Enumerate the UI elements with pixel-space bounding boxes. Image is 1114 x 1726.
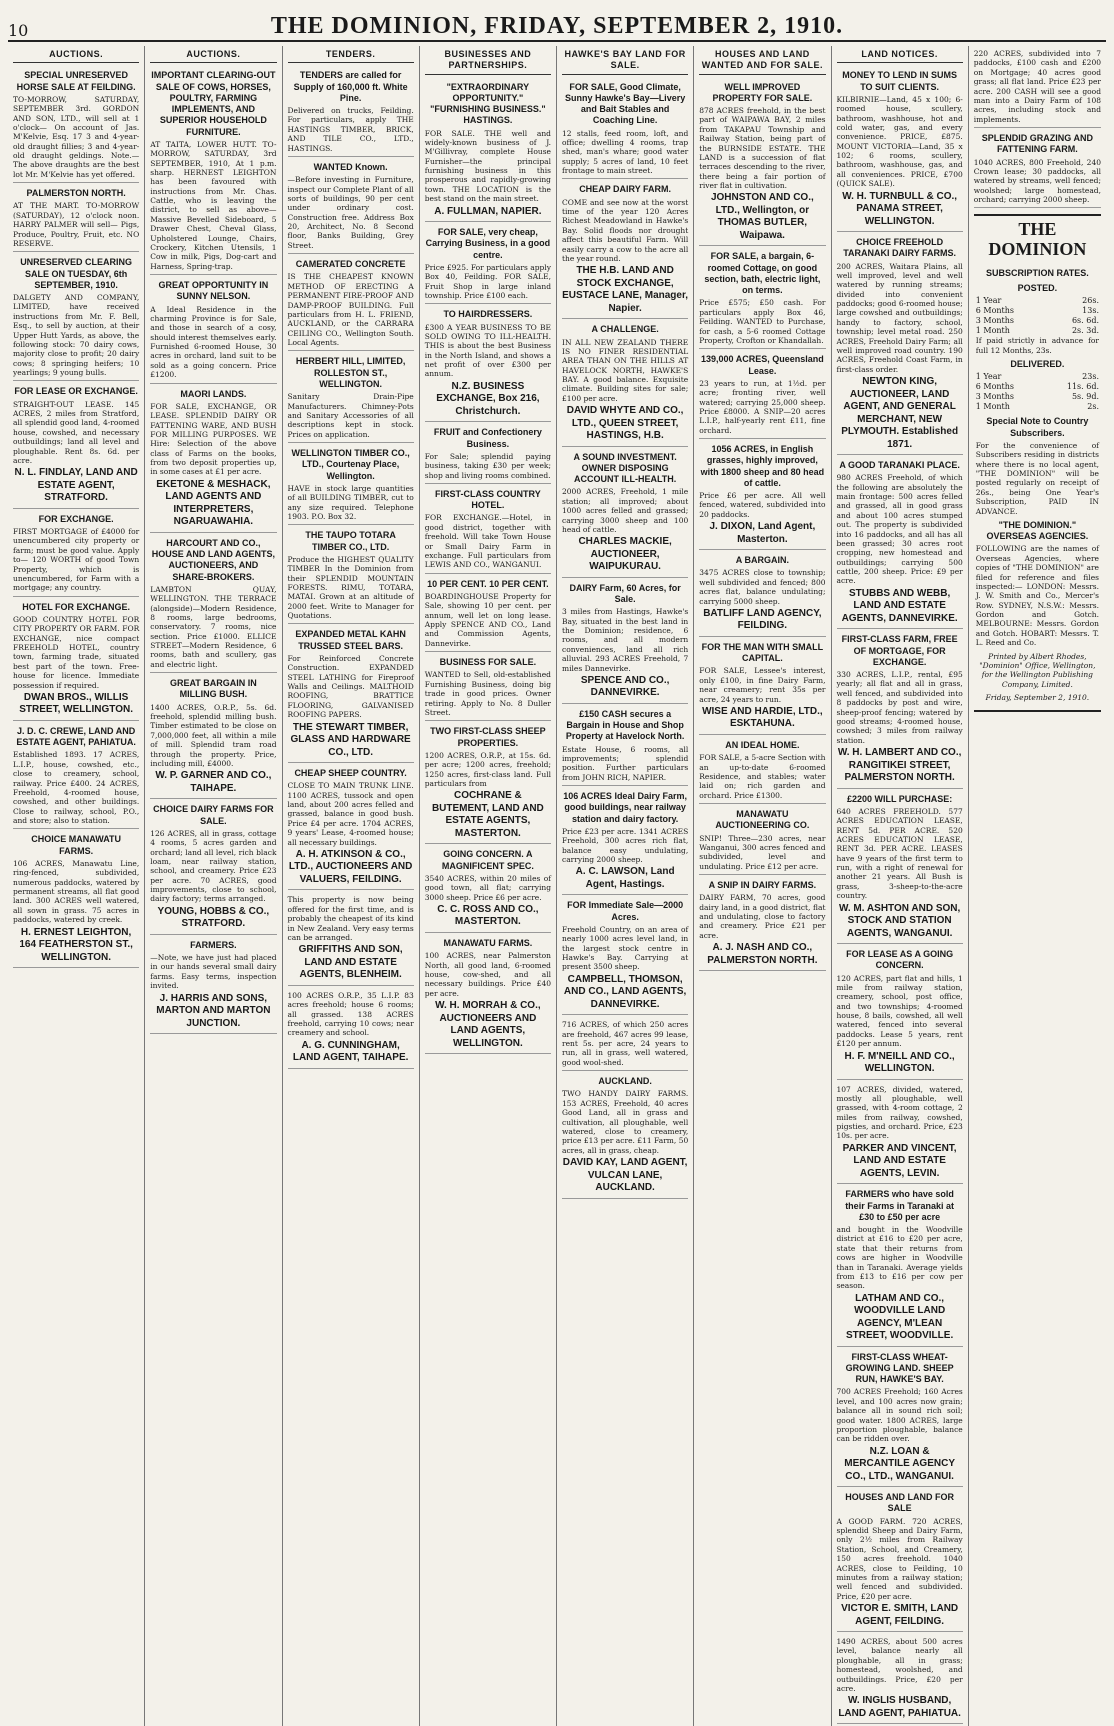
ad-advertiser: CHARLES MACKIE, AUCTIONEER, WAIPUKURAU. (578, 536, 672, 573)
ad-advertiser: W. INGLIS HUSBAND, LAND AGENT, PAHIATUA. (838, 1695, 961, 1719)
rate-period: 1 Year (975, 372, 1002, 382)
ad-advertiser: N.Z. BUSINESS EXCHANGE, Box 216, Christchurch. (436, 380, 540, 417)
ad-body: £300 A YEAR BUSINESS TO BE SOLD OWING TO ILL-HEALTH. THIS is about the best Business in the North Island, and shows a net profit of over £300 per annum. (424, 322, 551, 379)
ad-body: Price £575; £50 cash. For particulars apply Box 46, Feilding. WANTED to Purchase, for cash, a 5-6 roomed Cottage Property, Crofton or Khandallah. (699, 298, 826, 345)
advertisement (13, 254, 139, 381)
ad-advertiser: THE H.B. LAND AND STOCK EXCHANGE, EUSTACE LANE, Manager, Napier. (562, 265, 689, 314)
special-note: Special Note to Country Subscribers. (986, 416, 1089, 438)
advertisement (837, 1634, 963, 1724)
rate-row (976, 402, 1099, 412)
ad-title: SPLENDID GRAZING AND FATTENING FARM. (981, 133, 1093, 155)
ad-advertiser: LATHAM AND CO., WOODVILLE LAND AGENCY, M'LEAN STREET, WOODVILLE. (846, 1292, 954, 1342)
ad-body: A Ideal Residence in the charming Province is for Sale, and those in search of a cosy, should interest themselves early. Furnished 6-roomed House, 30 acres in orchard, land suit to be sold as a going concern. Price £1200. (150, 304, 277, 380)
rate-price: 2s. (1087, 402, 1099, 412)
advertisement (150, 386, 276, 533)
posted-note: If paid strictly in advance for full 12 Months, 23s. (975, 336, 1099, 355)
ad-body: FOR SALE. THE well and widely-known business of J. M'Gillivray, complete House Furnisher—the principal furnishing business in this prosperous and rapidly-growing town. THE LOCATION is the best stand on the main street. (424, 128, 551, 204)
ad-title: MAORI LANDS. (180, 388, 247, 399)
ad-body: 3 miles from Hastings, Hawke's Bay, situated in the best land in the Dominion; residence, 6 rooms, and all modern conveniences, land all rich alluvial. 293 ACRES Freehold, 7 miles Dannevirke. (562, 607, 689, 673)
ad-body: 106 ACRES, Manawatu Line, ring-fenced, subdivided, numerous paddocks, watered by permanent streams, all flat good land. 300 ACRES well watered, all sown in grass. 75 acres in paddocks, watered by creek. (13, 858, 140, 925)
ad-advertiser: H. ERNEST LEIGHTON, 164 FEATHERSTON ST., WELLINGTON. (19, 926, 133, 963)
ad-title: A SNIP IN DAIRY FARMS. (708, 880, 817, 890)
ad-title: FRUIT and Confectionery Business. (433, 427, 542, 449)
ad-body: 2000 ACRES, Freehold, 1 mile station; all improved; about 1000 acres felled and grassed; carrying 3000 sheep and 100 head of cattle. (562, 487, 689, 534)
ad-title: BUSINESS FOR SALE. (439, 657, 537, 668)
posted-heading: POSTED. (1017, 283, 1058, 294)
ad-title: SPECIAL UNRESERVED HORSE SALE AT FEILDING. (16, 70, 136, 92)
ad-body: IS THE CHEAPEST KNOWN METHOD OF ERECTING A PERMANENT FIRE-PROOF AND DAMP-PROOF BUILDING. Full particulars from H. L. FRIEND, AUCKLAND, or the CARRARA CEILING CO., Wellington South. Local Agents. (287, 272, 414, 347)
advertisement (699, 441, 825, 550)
ad-advertiser: JOHNSTON AND CO., LTD., Wellington, or THOMAS BUTLER, Waipawa. (710, 192, 814, 241)
ad-title: £150 CASH secures a Bargain in House and Shop Property at Havelock North. (565, 708, 685, 742)
advertisement (562, 1017, 688, 1071)
ad-title: AN IDEAL HOME. (725, 739, 800, 750)
column-heading: LAND NOTICES. (837, 49, 963, 63)
ad-title: CHOICE FREEHOLD TARANAKI DAIRY FARMS. (843, 237, 957, 259)
rate-price: 2s. 3d. (1071, 326, 1099, 336)
advertisement (699, 552, 825, 637)
ad-advertiser: STUBBS AND WEBB, LAND AND ESTATE AGENTS, DANNEVIRKE. (841, 587, 958, 624)
ad-title: WELLINGTON TIMBER CO., LTD., Courtenay Place, Wellington. (291, 448, 410, 481)
advertisement (837, 1082, 963, 1185)
ad-advertiser: GRIFFITHS AND SON, LAND AND ESTATE AGENTS, BLENHEIM. (298, 944, 403, 981)
rate-period: 6 Months (975, 382, 1015, 392)
ad-body: For Sale; splendid paying business, taking £30 per week; shop and living rooms combined. (424, 451, 551, 480)
column-1 (8, 46, 145, 1726)
column-3 (283, 46, 420, 1726)
ad-advertiser: SPENCE AND CO., DANNEVIRKE. (580, 674, 670, 699)
ad-advertiser: A. FULLMAN, NAPIER. (434, 205, 542, 217)
ad-title: FOR SALE, a bargain, 6-roomed Cottage, on good section, bath, electric light, on terms. (704, 251, 821, 296)
ad-advertiser: CAMPBELL, THOMSON, AND CO., LAND AGENTS, DANNEVIRKE. (563, 973, 687, 1010)
rate-price: 13s. (1082, 306, 1099, 316)
ad-body: CLOSE TO MAIN TRUNK LINE. 1100 ACRES, tussock and open land, about 200 acres felled and grassed, balance in good bush. Price £4 per acre. 1704 ACRES, 9 years' Lease, 4-roomed house; all necessary buildings. (287, 781, 414, 847)
ad-advertiser: N. L. FINDLAY, LAND AND ESTATE AGENT, STRATFORD. (14, 467, 138, 504)
page-number: 10 (8, 21, 29, 40)
ad-body: DAIRY FARM, 70 acres, good dairy land, in a good district, flat and undulating, close to factory and creamery. Price £21 per acre. (699, 893, 826, 940)
columns-container (8, 46, 1106, 1719)
ad-title: GREAT BARGAIN IN MILLING BUSH. (169, 678, 257, 700)
advertisement (288, 765, 414, 890)
advertisement (699, 737, 825, 804)
ad-body: FOR SALE, a 5-acre Section with an up-to-date 6-roomed Residence, and stables; water laid on; rich garden and orchard. Price £1300. (699, 753, 826, 800)
ad-body: 12 stalls, feed room, loft, and office; dwelling 4 rooms, trap shed, man's whare; good water supply; 5 acres of land, 10 feet frontage to main street. (562, 128, 689, 175)
ad-title: A GOOD TARANAKI PLACE. (839, 460, 960, 470)
rate-row (976, 326, 1099, 336)
rate-period: 6 Months (975, 306, 1015, 316)
column-heading: BUSINESSES AND PARTNERSHIPS. (425, 49, 551, 75)
ad-body: WANTED to Sell, old-established Furnishing Business, doing big trade in good prices. Owner retiring. Apply to No. 8 Duller Street. (424, 670, 551, 717)
ad-body: TO-MORROW, SATURDAY, SEPTEMBER 3rd. GORDON AND SON, LTD., will sell at 1 o'clock— On account of Jas. M'Kelvie, Esq. 17 3 and 4-year-old draught fillies; 3 and 4-year-old draught geldings. Note.—The above draughts are the best lot Mr. M'Kelvie has yet offered. (13, 94, 140, 179)
ad-title: DAIRY Farm, 60 Acres, for Sale. (569, 582, 681, 604)
ad-title: HOTEL FOR EXCHANGE. (22, 601, 131, 612)
ad-body: KILBIRNIE—Land, 45 x 100; 6-roomed house, scullery, bathroom, washhouse, hot and cold water, gas, and every convenience. PRICE, £875. MOUNT VICTORIA—Land, 35 x 102; 6 rooms, scullery, bathroom, washhouse, gas, and all conveniences. PRICE, £700 (QUICK SALE). (836, 94, 963, 189)
column-8 (969, 46, 1106, 1726)
column-7 (832, 46, 969, 1726)
ad-title: 139,000 ACRES, Queensland Lease. (701, 354, 824, 376)
advertisement (425, 306, 551, 422)
advertisement (699, 351, 825, 439)
ad-advertiser: DWAN BROS., WILLIS STREET, WELLINGTON. (19, 691, 133, 716)
ad-title: TENDERS are called for Supply of 160,000 ft. White Pine. (293, 70, 408, 103)
advertisement (150, 67, 276, 275)
ad-body: 3540 ACRES, within 20 miles of good town, all flat; carrying 3000 sheep. Price £6 per acre. (424, 873, 551, 902)
ad-title: HOUSES AND LAND FOR SALE (845, 1492, 954, 1514)
advertisement (562, 1073, 688, 1198)
ad-advertiser: NEWTON KING, AUCTIONEER, LAND AGENT, AND GENERAL MERCHANT, NEW PLYMOUTH. Established 1871. (841, 376, 959, 450)
ad-body: HAVE in stock large quantities of all BUILDING TIMBER, cut to any size required. Telephone 1903. P.O. Box 32. (287, 483, 414, 521)
advertisement (699, 79, 825, 247)
ad-title: A SOUND INVESTMENT. OWNER DISPOSING ACCOUNT ILL-HEALTH. (573, 451, 677, 485)
rate-price: 5s. 9d. (1071, 392, 1099, 402)
ad-body: DALGETY AND COMPANY, LIMITED, have received instructions from Mr. F. Bell, Esq., to sell by auction, at their Upper Hutt Yards, as above, the following stock: 70 dairy cows, majority close to profit; 20 dairy cows; 8 springing heifers; 10 yearlings; 9 young bulls. (13, 293, 140, 377)
column-heading: TENDERS. (288, 49, 414, 63)
advertisement (288, 67, 414, 157)
ad-title: IMPORTANT CLEARING-OUT SALE OF COWS, HORSES, POULTRY, FARMING IMPLEMENTS, AND SUPERIOR HOUSEHOLD FURNITURE. (151, 70, 276, 137)
ad-title: 10 PER CENT. 10 PER CENT. (427, 578, 549, 589)
column-heading: AUCTIONS. (13, 49, 139, 63)
ad-body: 1490 ACRES, about 500 acres level, balance nearly all ploughable, all in grass; homestead, woolshed, and outbuildings. Price, £20 per acre. (836, 1637, 963, 1693)
ad-title: FARMERS. (190, 939, 237, 950)
advertisement (699, 639, 825, 735)
ad-advertiser: BATLIFF LAND AGENCY, FEILDING. (703, 607, 822, 632)
advertisement (699, 806, 825, 875)
ad-title: HARCOURT AND CO., HOUSE AND LAND AGENTS, AUCTIONEERS, AND SHARE-BROKERS. (151, 537, 276, 582)
ad-advertiser: EKETONE & MESHACK, LAND AGENTS AND INTERPRETERS, NGARUAWAHIA. (156, 478, 271, 528)
ad-body: —Note, we have just had placed in our hands several small dairy farms. Easy terms, inspection invited. (150, 953, 277, 991)
ad-title: CHOICE DAIRY FARMS FOR SALE. (153, 804, 274, 826)
ad-advertiser: A. G. CUNNINGHAM, LAND AGENT, TAIHAPE. (292, 1039, 409, 1064)
ad-body: 220 ACRES, subdivided into 7 paddocks, £100 cash and £200 on Mortgage; 40 acres good grass; all flat land. Price £23 per acre. 200 CASH will see a good man into a Dairy Farm of 108 acres, including stock and implements. (973, 49, 1101, 124)
advertisement (425, 424, 551, 484)
ad-body: STRAIGHT-OUT LEASE. 145 ACRES, 2 miles from Stratford, all splendid good land, 4-roomed house, cowshed, and necessary outbuildings; land all level and ploughable. Rent 8s. 6d. per acre. (13, 399, 140, 465)
ad-title: AUCKLAND. (598, 1076, 652, 1087)
advertisement (699, 877, 825, 971)
advertisement (562, 897, 688, 1015)
ad-title: MANAWATU FARMS. (443, 937, 533, 948)
advertisement (562, 181, 688, 319)
ad-advertiser: J. DIXON, Land Agent, Masterton. (709, 521, 816, 545)
ad-body: Delivered on trucks, Feilding. For particulars, apply THE HASTINGS TIMBER, BRICK, AND TILE CO., LTD., HASTINGS. (287, 106, 414, 153)
ad-title: FOR LEASE AS A GOING CONCERN. (846, 949, 954, 971)
ad-advertiser: H. F. M'NEILL AND CO., WELLINGTON. (844, 1050, 955, 1074)
date-line: Friday, September 2, 1910. (985, 693, 1090, 703)
ad-body: AT TAITA, LOWER HUTT. TO-MORROW, SATURDAY, 3rd SEPTEMBER, 1910, At 1 p.m. sharp. HERNEST LEIGHTON has been favoured with instructions from Mr. Chas. Cattle, who is leaving the district, to sell as above— Massive Bevelled Sideboard, 5 Drawer Chest, Cheval Glass, Upholstered Lounge, Chairs, Crockery, Kitchen Utensils, 1 Cow in milk, Pigs, Dog-cart and Harness, Spring-trap. (150, 139, 277, 271)
ad-advertiser: A. H. ATKINSON & CO., LTD., AUCTIONEERS AND VALUERS, FEILDING. (288, 848, 413, 885)
column-2 (145, 46, 282, 1726)
ad-advertiser: COCHRANE & BUTEMENT, LAND AND ESTATE AGENTS, MASTERTON. (431, 790, 544, 839)
ad-body: 878 ACRES freehold, in the best part of WAIPAWA BAY, 2 miles from TAKAPAU Township and Railway Station, being part of the BURNSIDE ESTATE. THE LAND is a succession of flat terraces descending to the river, there being a fair portion of river flat in cultivation. (699, 106, 826, 190)
ad-title: FIRST-CLASS FARM, FREE OF MORTGAGE, FOR EXCHANGE. (841, 634, 958, 667)
rate-period: 1 Month (975, 326, 1010, 336)
advertisement (837, 1186, 963, 1346)
ad-title: GOING CONCERN. A MAGNIFICENT SPEC. (441, 849, 534, 871)
advertisement (837, 234, 963, 455)
ad-body: Established 1893. 17 ACRES, L.I.P., house, cowshed, etc., close to creamery, school, railway. Price £400. 24 ACRES, Freehold, 4-roomed house, cowshed, and other buildings. Close to railway, school, P.O., and store; also to station. (13, 750, 140, 825)
advertisement (425, 79, 551, 223)
delivered-heading: DELIVERED. (1010, 359, 1065, 370)
advertisement (288, 527, 414, 624)
ad-body: Sanitary Drain-Pipe Manufacturers. Chimney-Pots and Sanitary Accessories of all descriptions kept in stock. Prices on application. (287, 392, 414, 439)
advertisement (837, 631, 963, 788)
ad-title: J. D. C. CREWE, LAND AND ESTATE AGENT, PAHIATUA. (16, 725, 136, 748)
ad-title: FOR LEASE OR EXCHANGE. (14, 386, 138, 397)
advertisement (837, 1349, 963, 1488)
advertisement (288, 256, 414, 351)
advertisement (13, 511, 139, 597)
rate-row (976, 392, 1099, 402)
rate-price: 11s. 6d. (1066, 382, 1099, 392)
ad-title: A BARGAIN. (735, 555, 789, 566)
ad-body: 1040 ACRES, 800 Freehold, 240 Crown lease; 30 paddocks, all watered by streams, well fenced; woolshed; large homestead, orchard; carrying 2000 sheep. (973, 157, 1101, 204)
advertisement (562, 706, 688, 786)
ad-advertiser: C. C. ROSS AND CO., MASTERTON. (437, 903, 539, 928)
ad-advertiser: N.Z. LOAN & MERCANTILE AGENCY CO., LTD., WANGANUI. (844, 1445, 955, 1482)
ad-body: Freehold Country, on an area of nearly 1000 acres level land, in the largest stock centre in Hawke's Bay. Carrying at present 3500 sheep. (562, 924, 689, 972)
advertisement (150, 937, 276, 1034)
advertisement (288, 353, 414, 443)
ad-title: £2200 WILL PURCHASE: (846, 793, 953, 804)
ad-title: FOR EXCHANGE. (38, 513, 114, 524)
ad-title: A CHALLENGE. (591, 324, 659, 335)
advertisement (562, 321, 688, 446)
ad-title: FOR SALE, Good Climate, Sunny Hawke's Bay—Livery and Bait Stables and Coaching Line. (565, 81, 686, 126)
advertisement (13, 599, 139, 721)
ad-advertiser: W. H. LAMBERT AND CO., RANGITIKEI STREET, PALMERSTON NORTH. (837, 747, 962, 783)
advertisement (150, 535, 276, 673)
ad-body: TWO HANDY DAIRY FARMS. 153 ACRES, Freehold, 40 acres Good Land, all in grass and cultivation, all ploughable, well watered, close to creamery, price £13 per acre. £11 Farm, 50 acres, all in grass, cheap. (562, 1089, 689, 1155)
rate-row (976, 382, 1099, 392)
column-heading: HOUSES AND LAND WANTED AND FOR SALE. (699, 49, 825, 75)
advertisement (562, 788, 688, 895)
rates-heading: SUBSCRIPTION RATES. (985, 267, 1089, 278)
ad-body: Price £23 per acre. 1341 ACRES Freehold, 300 acres rich flat, balance easy undulating, carrying 2000 sheep. (562, 826, 689, 864)
advertisement (13, 185, 139, 252)
ad-advertiser: W. P. GARNER AND CO., TAIHAPE. (155, 770, 272, 794)
ad-advertiser: A. C. LAWSON, Land Agent, Hastings. (575, 866, 675, 890)
ad-body: 23 years to run, at 1½d. per acre; fronting river, well watered; carrying 25,000 sheep. Price £8000. A SNIP—20 acres L.I.P., half-yearly rent £11, fine orchard. (699, 378, 826, 435)
ad-body: FOR EXCHANGE.—Hotel, in good district, together with freehold. Will take Town House or Small Dairy Farm in exchange. Full particulars from LEWIS AND CO., WANGANUI. (424, 513, 551, 570)
ad-body: COME and see now at the worst time of the year 120 Acres Richest Meadowland in Hawke's Bay. Solid floods nor drought affect this beautiful Farm. Will easily carry a cow to the acre all the year round. (562, 197, 689, 263)
ad-body: Price £925. For particulars apply Box 40, Feilding. FOR SALE, Fruit Shop in large inland township. Price £100 each. (424, 262, 551, 300)
ad-body: 200 ACRES, Waitara Plains, all well improved, level and well watered by running streams; divided into convenient paddocks; good 6-roomed house; large cowshed and outbuildings; handy to factory, school, township; level metal road. 250 ACRES, Freehold Dairy Farm; all well improved road country. 190 ACRES, Freehold Coast Farm, in first-class order. (836, 261, 963, 374)
ad-title: HERBERT HILL, LIMITED, ROLLESTON ST., WELLINGTON. (295, 356, 406, 389)
ad-body: For Reinforced Concrete Construction. EXPANDED STEEL LATHING for Fireproof Walls and Ceilings. MALTHOID ROOFING, BRATTICE FLOORING, GALVANISED ROOFING PAPERS. (287, 653, 414, 720)
advertisement (425, 486, 551, 574)
advertisement (837, 457, 963, 629)
advertisement (837, 791, 963, 945)
advertisement (425, 846, 551, 933)
rate-period: 1 Month (975, 402, 1010, 412)
dominion-subscription-block (974, 214, 1101, 712)
ad-title: CAMERATED CONCRETE (295, 259, 406, 270)
advertisement (150, 801, 276, 935)
advertisement (425, 654, 551, 721)
ad-body: FOR SALE, EXCHANGE, OR LEASE. SPLENDID DAIRY OR FATTENING WARE, AND BUSH FOR MILLING PURPOSES. WE Hire: Selection of the above class of Farms on the books, from two deposit properties up, in some cases at £1 per acre. (150, 401, 277, 477)
ad-title: FOR SALE, very cheap, Carrying Business, in a good centre. (425, 227, 551, 260)
ad-title: PALMERSTON NORTH. (26, 188, 126, 199)
ad-body: 3475 ACRES close to township; well subdivided and fenced; 800 acres flat, balance undulating; carrying 5000 sheep. (699, 568, 826, 606)
ad-body: Produce the HIGHEST QUALITY TIMBER In the Dominion from their SPLENDID MOUNTAIN FORESTS. RIMU, TOTARA, MATAI. Grown at an altitude of 2000 feet. Write to Manager for Quotations. (287, 554, 414, 620)
ad-body: LAMBTON QUAY, WELLINGTON. THE TERRACE (alongside)—Modern Residence, 8 rooms, large bedrooms, conservatory. 7 rooms, nice section. Price £1000. ELLICE STREET—Modern Residence, 6 rooms, bath and scullery, gas and electric light. (150, 584, 277, 669)
ad-body: 107 ACRES, divided, watered, mostly all ploughable, well grassed, with 4-room cottage, 2 miles from railway, cowshed, pigsties, and orchard. Price, £23 10s. per acre. (836, 1084, 963, 1141)
rate-row (976, 316, 1099, 326)
ad-body: FOR SALE, Lessee's interest, only £100, in fine Dairy Farm, near creamery; rent 35s per acre, 24 years to run. (699, 666, 826, 704)
dominion-title: THE DOMINION (988, 219, 1087, 260)
ad-body: 330 ACRES, L.I.P., rental, £95 yearly; all flat and all in grass, well fenced, and subdivided into 8 paddocks by post and wire, sheep-proof fencing; watered by good streams; 4-roomed house, cowshed; 3 miles from railway station. (836, 670, 963, 745)
advertisement (974, 46, 1101, 128)
ad-title: WANTED Known. (313, 161, 388, 172)
ad-title: GREAT OPPORTUNITY IN SUNNY NELSON. (158, 280, 269, 302)
ad-body: 640 ACRES FREEHOLD. 577 ACRES EDUCATION LEASE, RENT 5d. PER ACRE. 520 ACRES EDUCATION LEASE, RENT 3d. PER ACRE. LEASES have 9 years of the first term to run, with a right of renewal for another 21 years. All Bush is grass, 3-sheep-to-the-acre country. (836, 806, 963, 901)
ad-advertiser: W. H. MORRAH & CO., AUCTIONEERS AND LAND AGENTS, WELLINGTON. (435, 1000, 541, 1049)
ad-title: FIRST-CLASS COUNTRY HOTEL. (435, 488, 541, 511)
ad-title: FIRST-CLASS WHEAT-GROWING LAND. SHEEP RUN, HAWKE'S BAY. (845, 1351, 954, 1385)
rate-period: 3 Months (975, 316, 1015, 326)
rate-row (976, 372, 1099, 382)
ad-advertiser: A. J. NASH AND CO., PALMERSTON NORTH. (707, 942, 818, 966)
ad-title: EXPANDED METAL KAHN TRUSSED STEEL BARS. (295, 629, 406, 651)
imprint: Printed by Albert Rhodes, "Dominion" Office, Wellington, for the Wellington Publishing Company, Limited. (979, 651, 1096, 689)
ad-body: BOARDINGHOUSE Property for Sale, showing 10 per cent. per annum, well let on long lease. Apply SPENCE AND CO., Land and Commission Agents, Dannevirke. (424, 591, 551, 648)
column-heading: HAWKE'S BAY LAND FOR SALE. (562, 49, 688, 75)
ad-title: CHEAP DAIRY FARM. (579, 184, 672, 195)
ad-body: 100 ACRES, near Palmerston North, all good land, 6-roomed house, cow-shed, and all necessary buildings. Price £40 per acre. (424, 951, 551, 998)
ad-title: CHOICE MANAWATU FARMS. (31, 834, 122, 856)
rate-row (976, 296, 1099, 306)
ad-advertiser: VICTOR E. SMITH, LAND AGENT, FEILDING. (841, 1603, 959, 1627)
ad-body: 1200 ACRES, O.R.P., at 15s. 6d. per acre; 1200 acres, freehold; 1250 acres, first-class land. Full particulars from (424, 750, 551, 788)
advertisement (13, 723, 139, 830)
ad-title: 1056 ACRES, in English grasses, highly improved, with 1800 sheep and 80 head of cattle. (700, 444, 825, 488)
advertisement (562, 449, 688, 578)
column-4 (420, 46, 557, 1726)
ad-title: TWO FIRST-CLASS SHEEP PROPERTIES. (430, 726, 546, 748)
rate-price: 6s. 6d. (1071, 316, 1099, 326)
advertisement (13, 67, 139, 183)
rate-period: 1 Year (975, 296, 1002, 306)
advertisement (288, 988, 414, 1069)
ad-body: SNIP! Three—230 acres, near Wanganui, 300 acres fenced and subdivided, level and undulating. Price £12 per acre. (699, 833, 826, 871)
ad-body: This property is now being offered for the first time, and is probably the cheapest of its kind in New Zealand. Very easy terms can be arranged. (287, 895, 414, 942)
ad-advertiser: J. HARRIS AND SONS, MARTON AND MARTON JUNCTION. (156, 992, 271, 1029)
advertisement (150, 675, 276, 799)
rate-price: 26s. (1082, 296, 1099, 306)
ad-title: THE TAUPO TOTARA TIMBER CO., LTD. (305, 530, 396, 552)
ad-body: Estate House, 6 rooms, all improvements; splendid position. Further particulars from JOHN RICH, NAPIER. (562, 744, 689, 782)
ad-title: FOR Immediate Sale—2000 Acres. (567, 900, 684, 922)
advertisement (425, 224, 551, 304)
ad-title: "EXTRAORDINARY OPPORTUNITY." "FURNISHING BUSINESS." HASTINGS. (430, 81, 546, 126)
ad-title: 106 ACRES Ideal Dairy Farm, good buildings, near railway station and dairy factory. (563, 791, 687, 824)
ad-body: 100 ACRES O.R.P., 35 L.I.P. 83 acres freehold; house 6 rooms; all grassed. 138 ACRES freehold, carrying 10 cows; near creamery and school. (287, 990, 414, 1038)
ad-body: 716 ACRES, of which 250 acres are freehold, 467 acres 99 lease, rent 5s. per acre, 24 years to run, all in grass, well watered, good wool-shed. (562, 1020, 689, 1067)
advertisement (837, 1489, 963, 1632)
ad-title: CHEAP SHEEP COUNTRY. (294, 768, 407, 778)
advertisement (150, 277, 276, 384)
advertisement (425, 576, 551, 653)
advertisement (288, 159, 414, 254)
ad-body: AT THE MART. TO-MORROW (SATURDAY), 12 o'clock noon. HARRY PALMER will sell— Pigs, Produce, Poultry, Fruit, etc. NO RESERVE. (13, 201, 140, 248)
advertisement (13, 383, 139, 508)
ad-body: FIRST MORTGAGE of £4000 for unencumbered city property or farm; must be good value. Apply to— 120 WORTH of good Town Property, which is unencumbered, for Farm with a mortgage; any country. (13, 527, 140, 593)
ad-title: MANAWATU AUCTIONEERING CO. (715, 809, 810, 831)
ad-advertiser: PARKER AND VINCENT, LAND AND ESTATE AGENTS, LEVIN. (842, 1142, 957, 1179)
ad-body: 126 ACRES, all in grass, cottage 4 rooms, 5 acres garden and orchard; land all level, rich black loam, near railway station, school, and creamery. Price £23 per acre. 70 ACRES, good improvements, close to school, dairy factory; terms arranged. (150, 828, 277, 904)
advertisement (699, 248, 825, 349)
overseas-heading: "THE DOMINION." OVERSEAS AGENCIES. (986, 519, 1089, 542)
ad-body: 120 ACRES, part flat and hills, 1 mile from railway station, creamery, school, post office, and two townships; 4-roomed house, 8 bails, cowshed, all well watered, fenced into several paddocks. Lease 5 years, rent £120 per annum. (836, 973, 963, 1049)
ad-body: 1400 ACRES, O.R.P., 5s. 6d. freehold, splendid milling bush. Timber estimated to be close on 7,000,000 feet, all within a mile of mill. Splendid tram road through the property. Price, including mill, £4000. (150, 702, 277, 768)
advertisement (974, 130, 1101, 208)
ad-body: 700 ACRES Freehold; 160 Acres level, and 100 acres now grain; balance all in sound rich soil; good water. 1800 ACRES, large proportion ploughable, balance can be ridden over. (836, 1387, 963, 1444)
advertisement (837, 67, 963, 232)
ad-title: WELL IMPROVED PROPERTY FOR SALE. (712, 81, 813, 103)
advertisement (562, 580, 688, 704)
ad-title: FOR THE MAN WITH SMALL CAPITAL. (701, 641, 824, 664)
ad-advertiser: THE STEWART TIMBER, GLASS AND HARDWARE CO., LTD. (290, 721, 411, 758)
newspaper-title: THE DOMINION, FRIDAY, SEPTEMBER 2, 1910. (270, 13, 844, 39)
ad-body: 980 ACRES Freehold, of which the following are absolutely the main frontage: 500 acres felled and grassed, all in good grass and about 100 acres stumped out. The property is subdivided into 16 paddocks, and all has all been grassed; 30 acres root cropping, new homestead and outbuildings; carrying 500 cattle, 200 sheep. Price: £9 per acre. (836, 473, 963, 586)
ad-title: UNRESERVED CLEARING SALE ON TUESDAY, 6th SEPTEMBER, 1910. (20, 257, 133, 290)
ad-advertiser: DAVID WHYTE AND CO., LTD., QUEEN STREET, HASTINGS, H.B. (566, 405, 684, 442)
column-heading: AUCTIONS. (150, 49, 276, 63)
rate-price: 23s. (1082, 372, 1099, 382)
ad-title: FARMERS who have sold their Farms in Taranaki at £30 to £50 per acre (845, 1189, 955, 1222)
subscription-rates (974, 260, 1101, 707)
special-body: For the convenience of Subscribers residing in districts where there is no local agent, "THE DOMINION" will be posted regularly on receipt of 26s., being One Year's Subscription, PAID IN ADVANCE. (975, 440, 1099, 516)
ad-title: TO HAIRDRESSERS. (443, 309, 533, 320)
advertisement (837, 946, 963, 1080)
ad-body: IN ALL NEW ZEALAND THERE IS NO FINER RESIDENTIAL AREA THAN ON THE HILLS AT HAVELOCK NORTH, HAWKE'S BAY. A good balance. Exquisite climate. Building sites for sale; £100 per acre. (562, 337, 689, 403)
ad-advertiser: DAVID KAY, LAND AGENT, VULCAN LANE, AUCKLAND. (562, 1157, 688, 1193)
ad-body: —Before investing in Furniture, inspect our Complete Plant of all sorts of buildings, 90 per cent under ordinary cost. Construction free. Address Box 20, Architect, No. 8 Second floor, Banks Building, Grey Street. (287, 175, 414, 250)
ad-advertiser: W. H. TURNBULL & CO., PANAMA STREET, WELLINGTON. (842, 190, 958, 227)
advertisement (425, 723, 551, 844)
advertisement (13, 831, 139, 968)
ad-body: and bought in the Woodville district at £16 to £20 per acre, state that their returns from cows are higher in Woodville than in Taranaki. Average yields from £13 to £16 per cow per season. (836, 1225, 963, 1291)
advertisement (288, 445, 414, 525)
column-6 (694, 46, 831, 1726)
advertisement (562, 79, 688, 180)
advertisement (288, 626, 414, 763)
masthead (8, 0, 1106, 42)
advertisement (425, 935, 551, 1054)
rate-period: 3 Months (975, 392, 1015, 402)
ad-title: MONEY TO LEND IN SUMS TO SUIT CLIENTS. (842, 70, 957, 92)
ad-body: GOOD COUNTRY HOTEL FOR CITY PROPERTY OR FARM. FOR EXCHANGE, nice compact FREEHOLD HOTEL, country town, farming trade, situated best part of the town. Free-house for licence. Immediate possession if required. (13, 614, 140, 690)
ad-body: Price £6 per acre. All well fenced, watered, subdivided into 20 paddocks. (699, 491, 826, 519)
ad-advertiser: YOUNG, HOBBS & CO., STRATFORD. (157, 905, 270, 930)
ad-advertiser: WISE AND HARDIE, LTD., ESKTAHUNA. (702, 705, 823, 730)
overseas-body: FOLLOWING are the names of Overseas Agencies, where copies of "THE DOMINION" are filed for reference and files inspected:— LONDON: Messrs. J. W. Smith and Co., Mercer's Row. SYDNEY, N.S.W.: Messrs. Gordon and Gotch. MELBOURNE: Messrs. Gordon and Gotch. HOBART: Messrs. T. L. Reed and Co. (975, 544, 1099, 648)
ad-body: A GOOD FARM. 720 ACRES, splendid Sheep and Dairy Farm, only 2½ miles from Railway Station, School, and Creamery, 150 acres freehold. 1040 ACRES, close to Feilding, 10 minutes from a railway station; well fenced and subdivided. Price, £20 per acre. (836, 1516, 963, 1601)
column-5 (557, 46, 694, 1726)
ad-advertiser: W. M. ASHTON AND SON, STOCK AND STATION AGENTS, WANGANUI. (838, 902, 961, 939)
advertisement (288, 892, 414, 985)
rate-row (976, 306, 1099, 316)
